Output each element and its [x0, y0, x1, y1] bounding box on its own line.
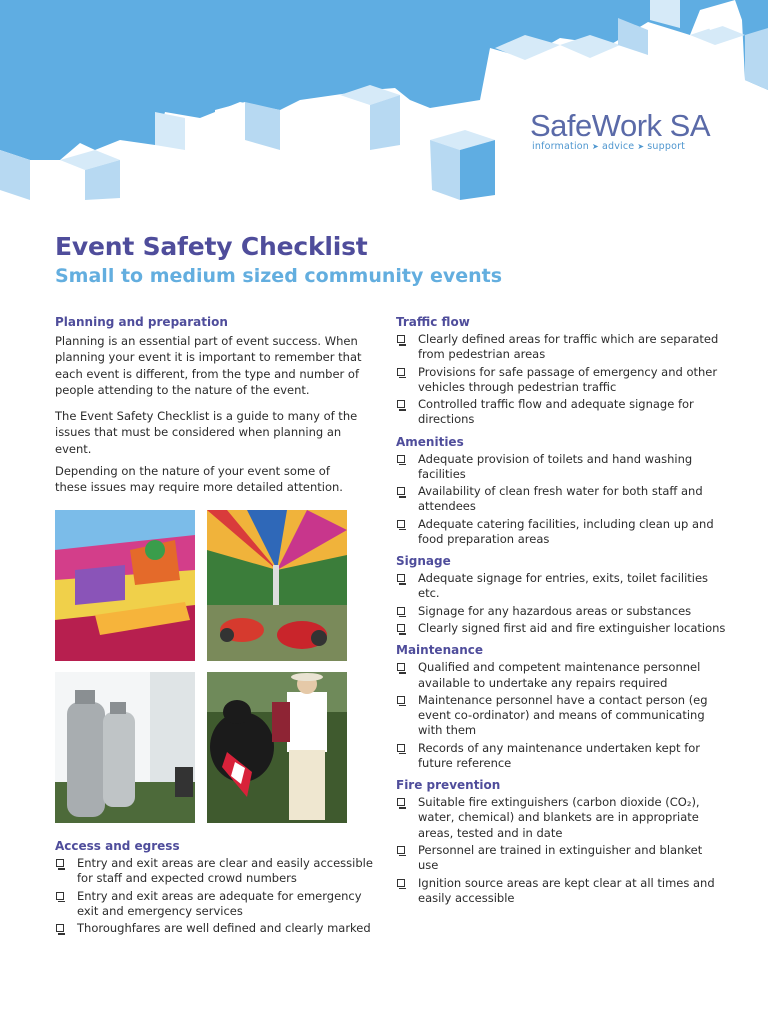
- fire-section: [396, 777, 726, 906]
- checklist-item: [396, 795, 726, 841]
- logo-wordmark: SafeWork SA: [530, 108, 711, 143]
- checkbox-icon[interactable]: [397, 846, 405, 854]
- checkbox-icon[interactable]: [56, 924, 64, 932]
- checkbox-icon[interactable]: [397, 798, 405, 806]
- checklist-item-text: Entry and exit areas are clear and easily accessible for staff and expected crowd numbers: [77, 856, 373, 886]
- bouncy-castle-photo: [55, 510, 195, 661]
- traffic-heading: Traffic flow: [396, 315, 470, 329]
- checklist-item-text: Availability of clean fresh water for both staff and attendees: [418, 484, 703, 514]
- checkbox-icon[interactable]: [397, 624, 405, 632]
- checklist-item: [55, 856, 375, 886]
- page-title: Event Safety Checklist: [55, 232, 368, 261]
- amenities-section: [396, 434, 726, 548]
- checklist-item: [55, 889, 375, 919]
- gas-cylinders-photo: [55, 672, 195, 823]
- checklist-item-text: Controlled traffic flow and adequate signage for directions: [418, 397, 694, 427]
- signage-section: [396, 553, 726, 636]
- access-checklist: [55, 856, 375, 936]
- checklist-item: [396, 660, 726, 690]
- chevron-right-icon: ➤: [637, 142, 645, 151]
- show-cattle-photo: [207, 672, 347, 823]
- checklist-item-text: Qualified and competent maintenance personnel available to undertake any repairs required: [418, 660, 701, 690]
- amenities-checklist: [396, 452, 726, 548]
- checkbox-icon[interactable]: [397, 607, 405, 615]
- checklist-item-text: Entry and exit areas are adequate for emergency exit and emergency services: [77, 888, 362, 918]
- checkbox-icon[interactable]: [397, 574, 405, 582]
- checklist-item: [396, 571, 726, 601]
- checklist-item: [55, 921, 375, 936]
- header-banner: [0, 0, 768, 215]
- planning-paragraph: Planning is an essential part of event success. When planning your event it is important to remember that each event is different, from the type and number of people attending to the nature of the event.: [55, 334, 362, 397]
- checklist-item-text: Suitable fire extinguishers (carbon dioxide (CO₂), water, chemical) and blankets are in appropriate areas, tested and in date: [418, 795, 700, 840]
- checkbox-icon[interactable]: [56, 859, 64, 867]
- amenities-heading: Amenities: [396, 434, 464, 449]
- checklist-item: [396, 621, 726, 636]
- planning-heading: Planning and preparation: [55, 315, 228, 329]
- checkbox-icon[interactable]: [397, 744, 405, 752]
- photo-grid: [55, 510, 347, 826]
- checklist-item-text: Adequate provision of toilets and hand washing facilities: [418, 451, 693, 481]
- checklist-item-text: Ignition source areas are kept clear at all times and easily accessible: [418, 875, 715, 905]
- logo-tagline: [532, 141, 710, 152]
- checkbox-icon[interactable]: [397, 663, 405, 671]
- maintenance-checklist: [396, 660, 726, 771]
- maintenance-section: [396, 642, 726, 771]
- checklist-item: [396, 365, 726, 395]
- checklist-item-text: Thoroughfares are well defined and clearly marked: [77, 921, 371, 936]
- checkbox-icon[interactable]: [397, 400, 405, 408]
- checkbox-icon[interactable]: [397, 368, 405, 376]
- checklist-item: [396, 843, 726, 873]
- checklist-item: [396, 741, 726, 771]
- chevron-right-icon: ➤: [592, 142, 599, 151]
- checklist-item-text: Signage for any hazardous areas or substances: [418, 603, 692, 618]
- planning-paragraph: The Event Safety Checklist is a guide to many of the issues that must be considered when planning an event.: [55, 409, 358, 456]
- safework-logo: [530, 108, 710, 152]
- tagline-support: support: [647, 141, 686, 152]
- tagline-information: information: [532, 141, 590, 152]
- checklist-column: [396, 314, 726, 912]
- access-section: [55, 838, 375, 939]
- carnival-ride-photo: [207, 510, 347, 661]
- checkbox-icon[interactable]: [397, 696, 405, 704]
- checklist-item-text: Clearly signed first aid and fire extinguisher locations: [418, 621, 726, 636]
- maintenance-heading: Maintenance: [396, 643, 484, 658]
- fire-heading: Fire prevention: [396, 778, 501, 793]
- checklist-item: [396, 604, 726, 619]
- checklist-item-text: Maintenance personnel have a contact person (eg event co-ordinator) and means of communicating with them: [418, 692, 708, 738]
- checklist-item-text: Personnel are trained in extinguisher and blanket use: [418, 842, 703, 873]
- planning-section: [55, 314, 365, 496]
- checkbox-icon[interactable]: [56, 892, 64, 900]
- checklist-item-text: Clearly defined areas for traffic which are separated from pedestrian areas: [418, 332, 719, 362]
- page-subtitle: Small to medium sized community events: [55, 265, 503, 287]
- checkbox-icon[interactable]: [397, 879, 405, 887]
- checklist-item: [396, 452, 726, 482]
- traffic-checklist: [396, 332, 726, 428]
- traffic-section: [396, 314, 726, 428]
- signage-heading: Signage: [396, 554, 451, 569]
- checkbox-icon[interactable]: [397, 487, 405, 495]
- checklist-item-text: Adequate signage for entries, exits, toilet facilities etc.: [418, 571, 709, 601]
- signage-checklist: [396, 571, 726, 636]
- checklist-item-text: Provisions for safe passage of emergency and other vehicles through pedestrian traffic: [418, 364, 718, 394]
- checkbox-icon[interactable]: [397, 335, 405, 343]
- tagline-advice: advice: [601, 141, 635, 152]
- checklist-item: [396, 876, 726, 906]
- checklist-item: [396, 397, 726, 427]
- checkbox-icon[interactable]: [397, 455, 405, 463]
- checklist-item: [396, 332, 726, 362]
- fire-checklist: [396, 795, 726, 906]
- checklist-item: [396, 484, 726, 514]
- access-heading: Access and egress: [55, 839, 180, 853]
- planning-paragraph: Depending on the nature of your event some of these issues may require more detailed attention.: [55, 464, 343, 495]
- checklist-item: [396, 693, 726, 739]
- checkbox-icon[interactable]: [397, 520, 405, 528]
- checklist-item-text: Adequate catering facilities, including clean up and food preparation areas: [418, 516, 714, 546]
- checklist-item: [396, 517, 726, 547]
- checklist-item-text: Records of any maintenance undertaken kept for future reference: [418, 740, 701, 770]
